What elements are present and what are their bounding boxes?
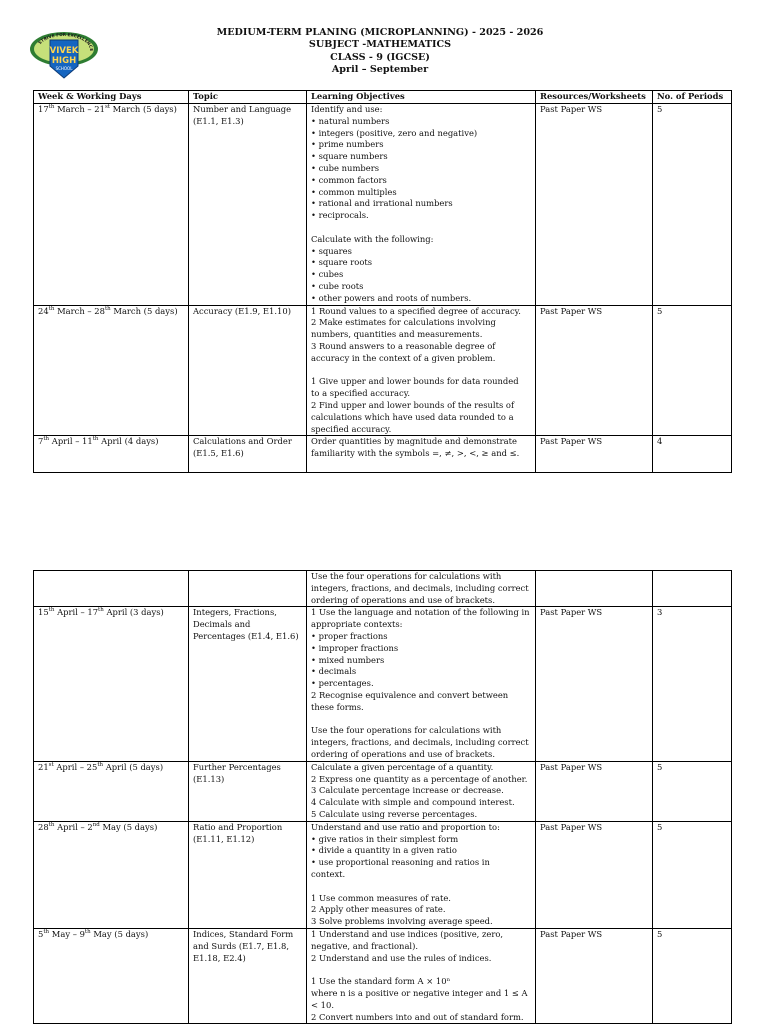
cell-topic [189,571,307,607]
cell-periods: 5 [653,928,732,1023]
week-part: st [104,104,110,111]
cell-week [34,761,189,821]
logo-name-line2: HIGH [51,56,77,66]
week-part: April (4 days) [98,436,159,447]
cell-periods: 3 [653,607,732,761]
cell-resources: Past Paper WS [536,436,653,473]
cell-periods: 5 [653,821,732,928]
cell-periods: 5 [653,761,732,821]
cell-topic: Integers, Fractions, Decimals and Percentages (E1.4, E1.6) [189,607,307,761]
document-header [140,27,620,77]
week-part: th [92,436,99,443]
week-part: April – 11 [49,436,93,447]
week-part: 24 [38,305,49,316]
cell-week [34,436,189,473]
week-part: April – 2 [54,821,93,832]
cell-resources: Past Paper WS [536,607,653,761]
cell-objectives: Identify and use: • natural numbers • integers (positive, zero and negative) • prime numbers • square numbers • cube numbers • common factors • common multiples • rational and irrational numbers • reciprocals. Calculate with the following: • squares • square roots • cubes • cube roots • other powers and roots of numbers. [307,104,536,306]
col-header-objectives: Learning Objectives [307,91,536,104]
week-part: April – 17 [54,607,99,618]
cell-objectives: Calculate a given percentage of a quantity. 2 Express one quantity as a percentage of another. 3 Calculate percentage increase or decrease. 4 Calculate with simple and compound interest. 5 Calculate using reverse percentages. [307,761,536,821]
cell-resources: Past Paper WS [536,761,653,821]
week-part: April (5 days) [103,761,164,772]
logo-name-line3: SCHOOL [55,66,73,71]
header-term: April – September [331,64,429,76]
cell-objectives: 1 Round values to a specified degree of accuracy. 2 Make estimates for calculations involving numbers, quantities and measurements. 3 Round answers to a reasonable degree of accuracy in the context of a given problem. 1 Give upper and lower bounds for data rounded to a specified accuracy. 2 Find upper and lower bounds of the results of calculations which have used data rounded to a specified accuracy. [307,305,536,436]
week-part: th [43,436,50,443]
cell-resources: Past Paper WS [536,104,653,306]
cell-resources [536,571,653,607]
cell-week [34,928,189,1023]
week-part: 21 [38,761,49,772]
cell-topic: Ratio and Proportion (E1.11, E1.12) [189,821,307,928]
logo-top-text: STRIVE FOR EXCELLENCE [37,31,95,52]
week-part: 17 [38,104,49,114]
week-part: March – 21 [54,104,105,114]
cell-topic: Accuracy (E1.9, E1.10) [189,305,307,436]
col-header-topic: Topic [189,91,307,104]
week-part: April (3 days) [103,607,164,618]
week-part: nd [92,821,100,828]
week-part: March (5 days) [110,305,178,316]
week-part: 5 [38,928,44,939]
table-row [34,436,732,473]
table-header-row [34,91,732,104]
week-part: th [48,607,55,614]
table-row [34,607,732,761]
col-header-periods: No. of Periods [653,91,732,104]
cell-resources: Past Paper WS [536,821,653,928]
col-header-resources: Resources/Worksheets [536,91,653,104]
cell-resources: Past Paper WS [536,928,653,1023]
week-part: March (5 days) [109,104,177,114]
header-class: CLASS - 9 (IGCSE) [330,51,430,63]
cell-objectives: 1 Use the language and notation of the following in appropriate contexts: • proper fractions • improper fractions • mixed numbers • decimals • percentages. 2 Recognise equivalence and convert between these forms. Use the four operations for calculations with integers, fractions, and decimals, including correct ordering of operations and use of brackets. [307,607,536,761]
logo-name-line1: VIVEK [49,46,79,56]
cell-topic: Calculations and Order (E1.5, E1.6) [189,436,307,473]
cell-resources: Past Paper WS [536,305,653,436]
header-subject: SUBJECT -MATHEMATICS [308,39,452,51]
week-part: th [43,929,50,936]
cell-periods [653,571,732,607]
cell-topic: Indices, Standard Form and Surds (E1.7, E1.8, E1.18, E2.4) [189,928,307,1023]
week-part: th [98,607,104,614]
week-part: th [84,929,91,936]
cell-objectives: Use the four operations for calculations with integers, fractions, and decimals, including correct ordering of operations and use of brackets. [307,571,536,607]
planning-table-page-1 [33,90,732,473]
cell-week [34,607,189,761]
cell-periods: 5 [653,305,732,436]
week-part: th [97,761,104,768]
week-part: th [48,305,55,312]
table-row [34,305,732,436]
cell-week [34,104,189,306]
week-part: 7 [38,436,44,447]
week-part: 15 [38,607,49,618]
table-row [34,928,732,1023]
school-logo [28,26,100,80]
week-part: March – 28 [54,305,105,316]
week-part: May (5 days) [99,821,158,832]
col-header-week: Week & Working Days [34,91,189,104]
table-row [34,104,732,306]
cell-objectives: Understand and use ratio and proportion to: • give ratios in their simplest form • divide a quantity in a given ratio • use proportional reasoning and ratios in context. 1 Use common measures of rate. 2 Apply other measures of rate. 3 Solve problems involving average speed. [307,821,536,928]
cell-week [34,821,189,928]
cell-objectives: Order quantities by magnitude and demonstrate familiarity with the symbols =, ≠, >, <, ≥ and ≤. [307,436,536,473]
week-part: 28 [38,821,49,832]
week-part: st [48,761,54,768]
table-row [34,571,732,607]
planning-table-page-2 [33,570,732,1024]
cell-topic: Number and Language (E1.1, E1.3) [189,104,307,306]
cell-topic: Further Percentages (E1.13) [189,761,307,821]
cell-periods: 5 [653,104,732,306]
header-title: MEDIUM-TERM PLANING (MICROPLANNING) - 2025 - 2026 [216,27,544,38]
cell-objectives: 1 Understand and use indices (positive, zero, negative, and fractional). 2 Understand and use the rules of indices. 1 Use the standard form A × 10ⁿ where n is a positive or negative integer and 1 ≤ A < 10. 2 Convert numbers into and out of standard form. [307,928,536,1023]
week-part: May – 9 [49,928,85,939]
cell-week [34,571,189,607]
week-part: April – 25 [53,761,98,772]
week-part: May (5 days) [90,928,149,939]
week-part: th [104,305,111,312]
week-part: th [48,821,55,828]
cell-week [34,305,189,436]
week-part: th [48,104,55,111]
table-row [34,761,732,821]
cell-periods: 4 [653,436,732,473]
table-row [34,821,732,928]
